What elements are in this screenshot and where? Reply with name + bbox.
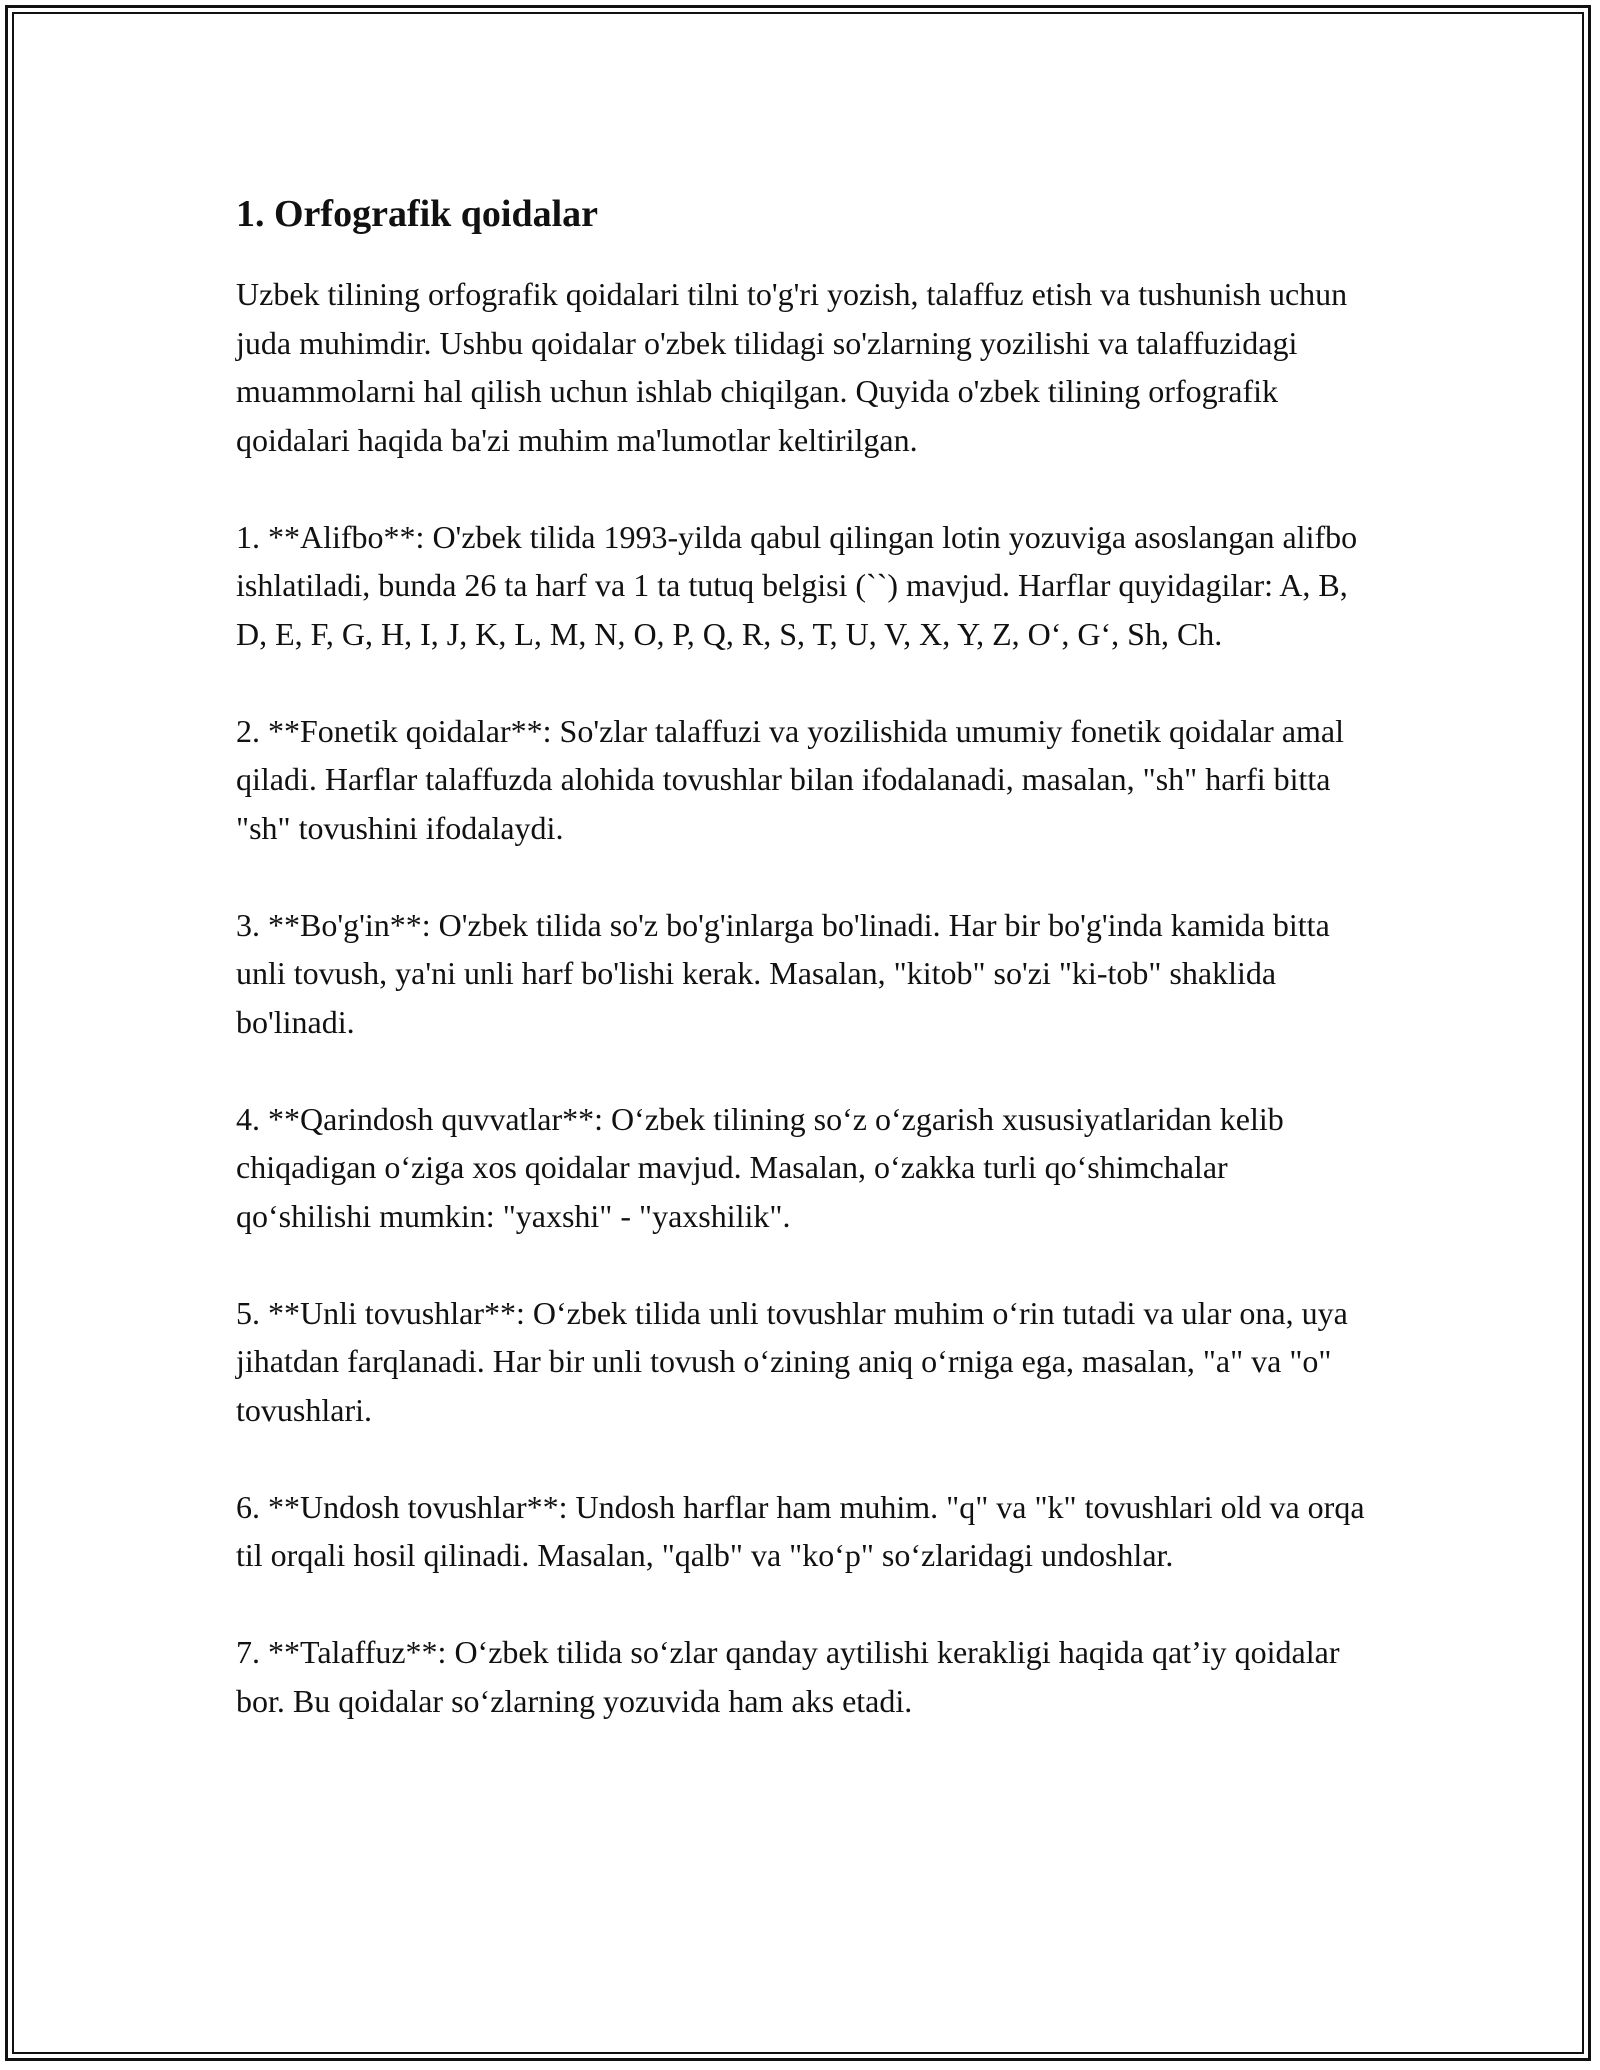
rule-item-alifbo: 1. **Alifbo**: O'zbek tilida 1993-yilda qabul qilingan lotin yozuviga asoslangan alifbo ishlatiladi, bunda 26 ta harf va 1 ta tutuq belgisi (``) mavjud. Harflar quyidagilar: A, B, D, E, F, G, H, I, J, K, L, M, N, O, P, Q, R, S, T, U, V, X, Y, Z, O‘, G‘, Sh, Ch. bbox=[236, 518, 1358, 652]
rule-item-unli-tovushlar: 5. **Unli tovushlar**: O‘zbek tilida unli tovushlar muhim o‘rin tutadi va ular ona, uya jihatdan farqlanadi. Har bir unli tovush o‘zining aniq o‘rniga ega, masalan, "a" va "o" tovushlari. bbox=[236, 1294, 1348, 1428]
rule-item-fonetik-qoidalar: 2. **Fonetik qoidalar**: So'zlar talaffuzi va yozilishida umumiy fonetik qoidalar amal qiladi. Harflar talaffuzda alohida tovushlar bilan ifodalanadi, masalan, "sh" harfi bitta "sh" tovushini ifodalaydi. bbox=[236, 712, 1345, 846]
rule-item-undosh-tovushlar: 6. **Undosh tovushlar**: Undosh harflar ham muhim. "q" va "k" tovushlari old va orqa til orqali hosil qilinadi. Masalan, "qalb" va "ko‘p" so‘zlaridagi undoshlar. bbox=[236, 1488, 1365, 1573]
intro-paragraph: Uzbek tilining orfografik qoidalari tilni to'g'ri yozish, talaffuz etish va tushunish uchun juda muhimdir. Ushbu qoidalar o'zbek tilidagi so'zlarning yozilishi va talaffuzidagi muammolarni hal qilish uchun ishlab chiqilgan. Quyida o'zbek tilining orfografik qoidalari haqida ba'zi muhim ma'lumotlar keltirilgan. bbox=[236, 276, 1348, 458]
rule-item-talaffuz: 7. **Talaffuz**: O‘zbek tilida so‘zlar qanday aytilishi kerakligi haqida qat’iy qoidalar bor. Bu qoidalar so‘zlarning yozuvida ham aks etadi. bbox=[236, 1634, 1340, 1719]
document-title: 1. Orfografik qoidalar bbox=[236, 193, 599, 235]
rule-item-qarindosh-quvvatlar: 4. **Qarindosh quvvatlar**: O‘zbek tilining so‘z o‘zgarish xususiyatlaridan kelib chiqadigan o‘ziga xos qoidalar mavjud. Masalan, o‘zakka turli qo‘shimchalar qo‘shilishi mumkin: "yaxshi" - "yaxshilik". bbox=[236, 1100, 1284, 1234]
rule-item-bogin: 3. **Bo'g'in**: O'zbek tilida so'z bo'g'inlarga bo'linadi. Har bir bo'g'inda kamida bitta unli tovush, ya'ni unli harf bo'lishi kerak. Masalan, "kitob" so'zi "ki-tob" shaklida bo'linadi. bbox=[236, 906, 1330, 1040]
document-body bbox=[236, 186, 1366, 1774]
